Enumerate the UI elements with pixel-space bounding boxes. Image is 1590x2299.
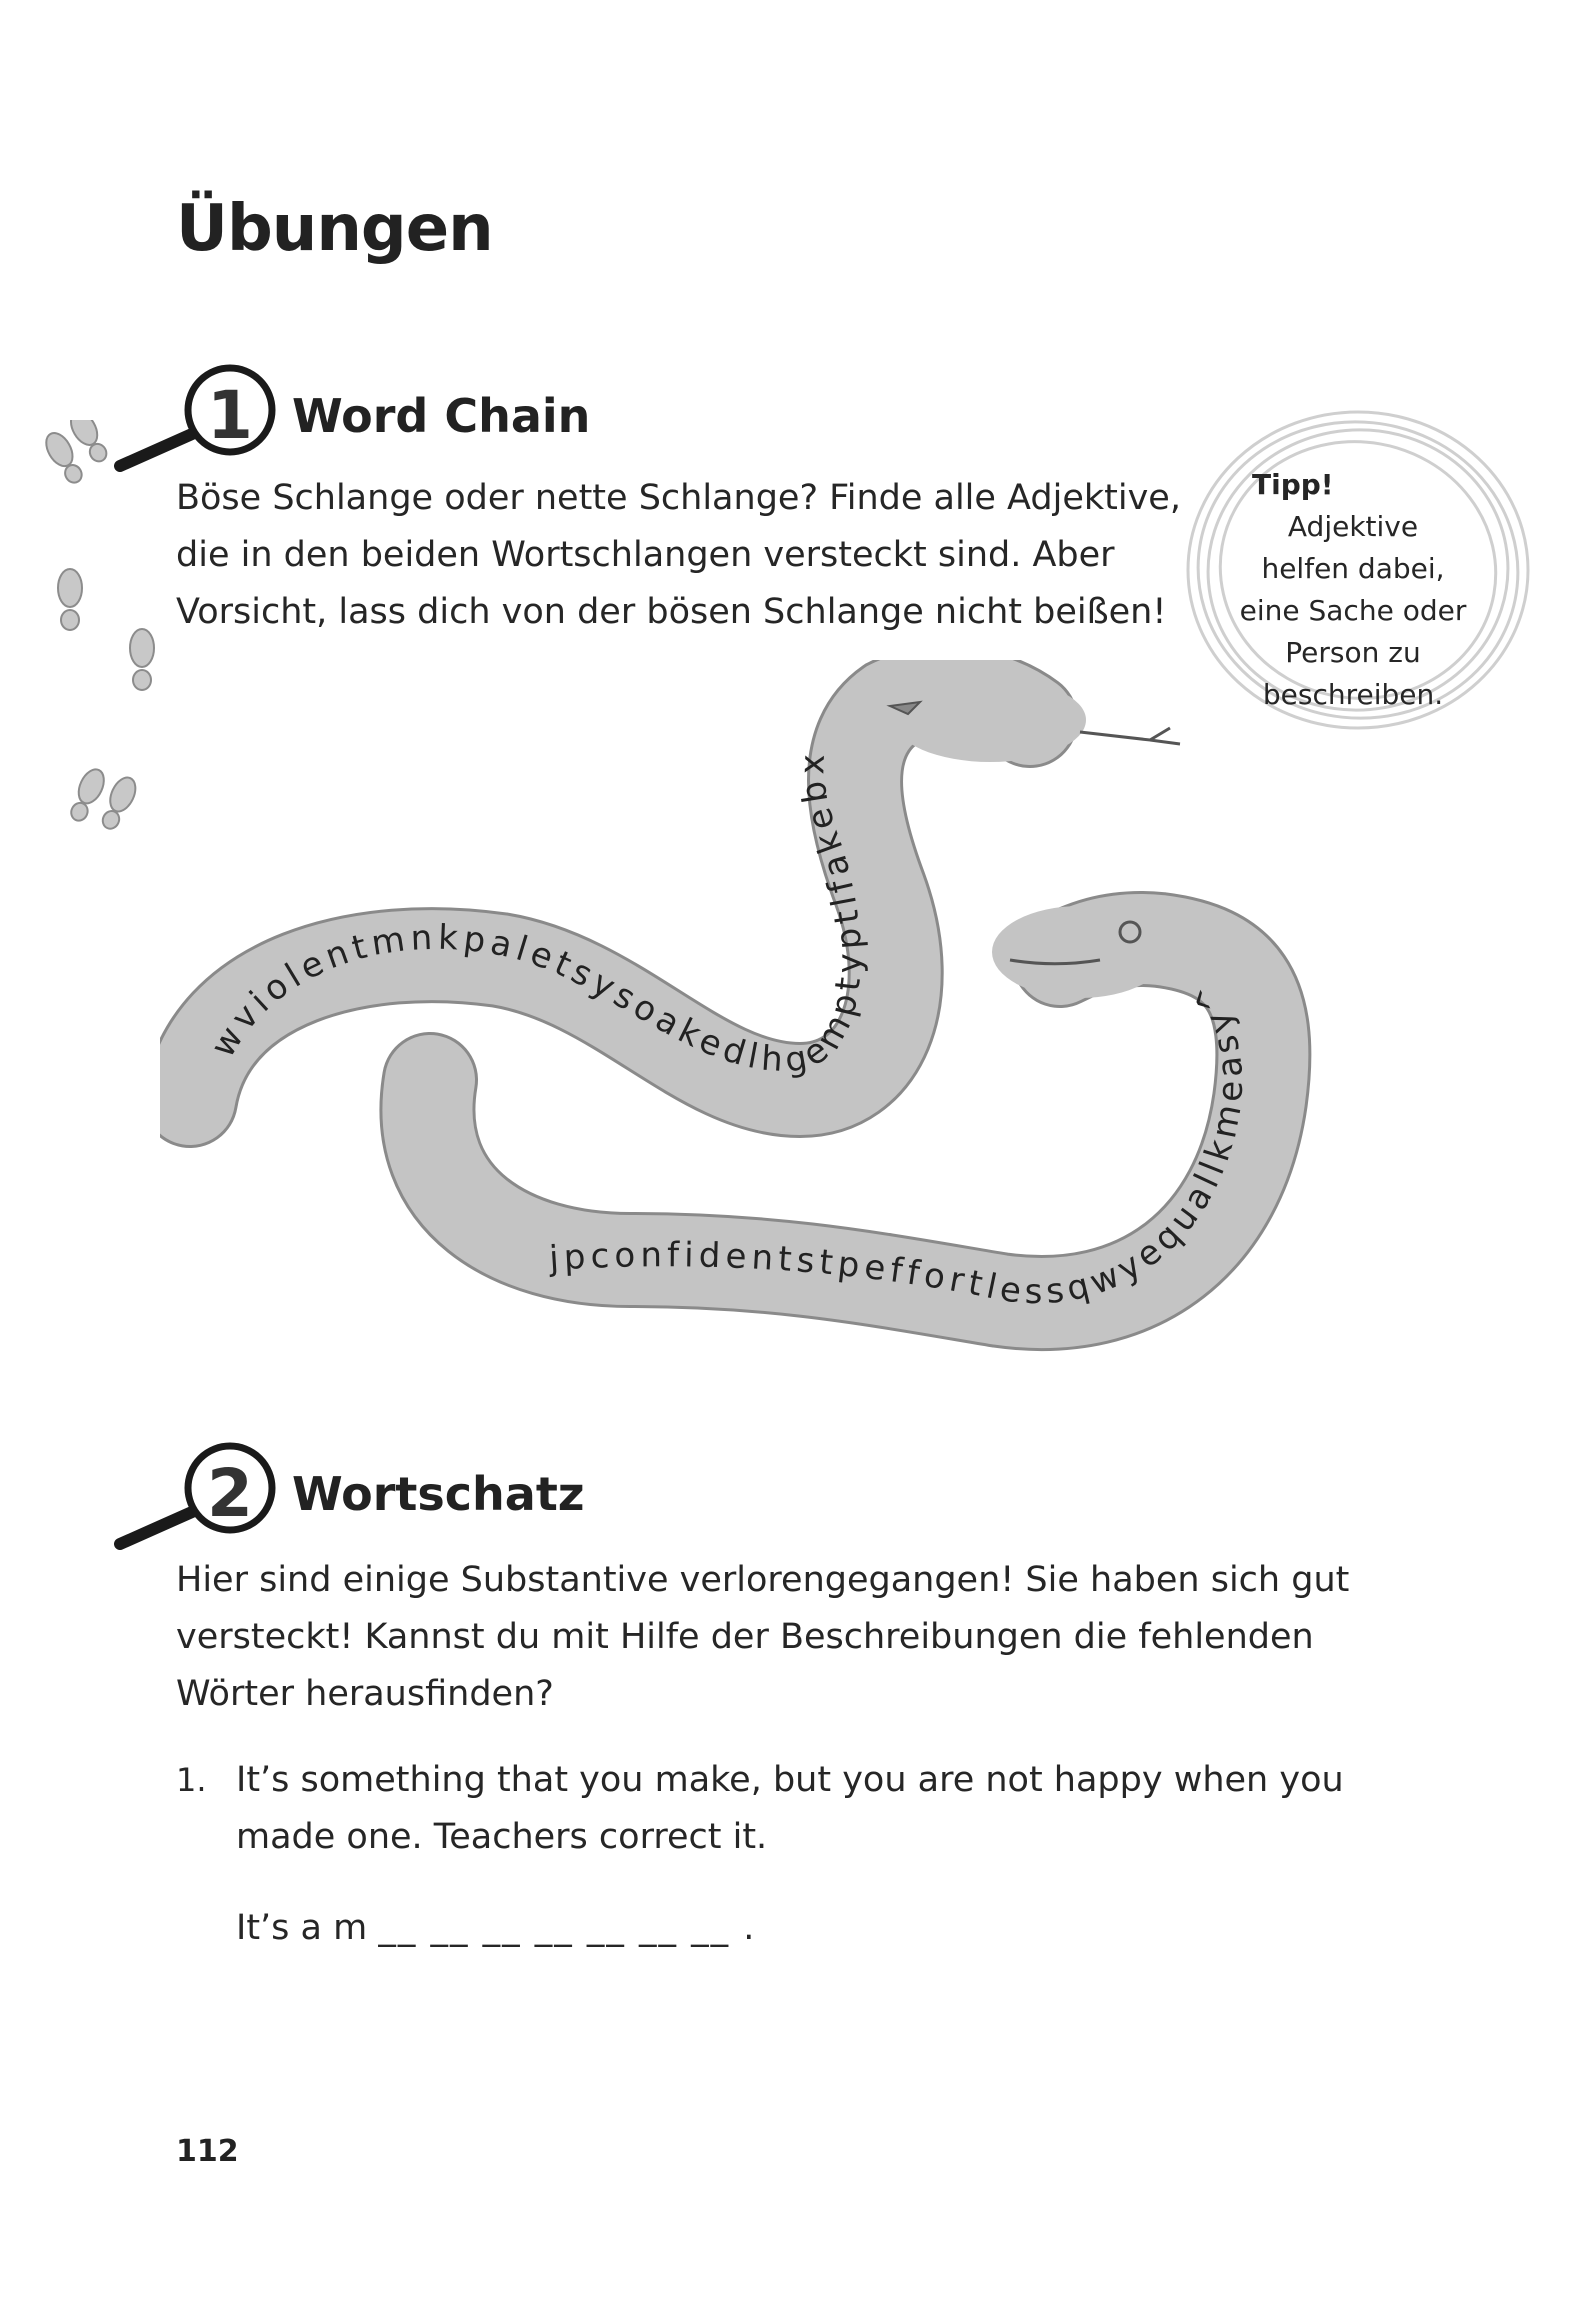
section-1-header: [112, 362, 1112, 472]
footprint-pair-top: [38, 420, 115, 487]
snake-1-head: [894, 678, 1086, 762]
snake-2-letters: jpconfidentstpeffortlessqwyequallkmeasy^: [548, 970, 1252, 1313]
tip-line: Adjektive: [1287, 510, 1419, 543]
section-2-paragraph: [176, 1552, 1349, 1723]
section-2-title: Wortschatz: [292, 1467, 585, 1521]
snake-2-head: [992, 906, 1168, 998]
tip-line: helfen dabei,: [1261, 552, 1445, 585]
tip-line: Person zu: [1285, 636, 1421, 669]
snake-2-eye: [1120, 922, 1140, 942]
paragraph-line: Hier sind einige Substantive verlorengegangen! Sie haben sich gut: [176, 1560, 1350, 1600]
snakes-illustration: [160, 660, 1390, 1380]
tip-line: eine Sache oder: [1239, 594, 1467, 627]
item-1-answer[interactable]: [236, 1900, 756, 1957]
section-1-title: Word Chain: [292, 389, 591, 443]
footprint-single-right: [130, 629, 154, 690]
answer-blanks[interactable]: __ __ __ __ __ __ __ .: [378, 1908, 757, 1948]
paragraph-line: Vorsicht, lass dich von der bösen Schlange nicht beißen!: [176, 592, 1167, 632]
section-1-number: 1: [207, 377, 253, 454]
section-2-number: 2: [207, 1455, 253, 1532]
section-1-paragraph: [176, 470, 1181, 641]
footprint-single-left: [58, 569, 82, 630]
item-1-number: 1.: [176, 1761, 207, 1799]
item-1-text: [236, 1752, 1386, 1866]
section-2-header: [112, 1440, 1112, 1550]
page-number: 112: [176, 2134, 239, 2169]
page-title: Übungen: [176, 192, 493, 266]
paragraph-line: die in den beiden Wortschlangen versteckt sind. Aber: [176, 535, 1115, 575]
footprint-pair-bottom: [66, 760, 141, 838]
paragraph-line: versteckt! Kannst du mit Hilfe der Beschreibungen die fehlenden: [176, 1617, 1314, 1657]
svg-text:wviolentmnkpaletsysoakedlhgemp: [203, 749, 870, 1082]
answer-prefix: It’s a m: [236, 1908, 368, 1948]
item-line: It’s something that you make, but you are not happy when you: [236, 1760, 1344, 1800]
tip-title: Tipp!: [1252, 468, 1334, 501]
snake-1-tongue: [1080, 728, 1180, 744]
item-line: made one. Teachers correct it.: [236, 1817, 768, 1857]
paragraph-line: Wörter herausfinden?: [176, 1674, 554, 1714]
paragraph-line: Böse Schlange oder nette Schlange? Finde alle Adjektive,: [176, 478, 1181, 518]
snake-1-letters: wviolentmnkpaletsysoakedlhgemptyptlfakebx: [203, 748, 870, 1082]
footprints-icon: [20, 420, 170, 860]
tip-line: beschreiben.: [1262, 678, 1444, 711]
